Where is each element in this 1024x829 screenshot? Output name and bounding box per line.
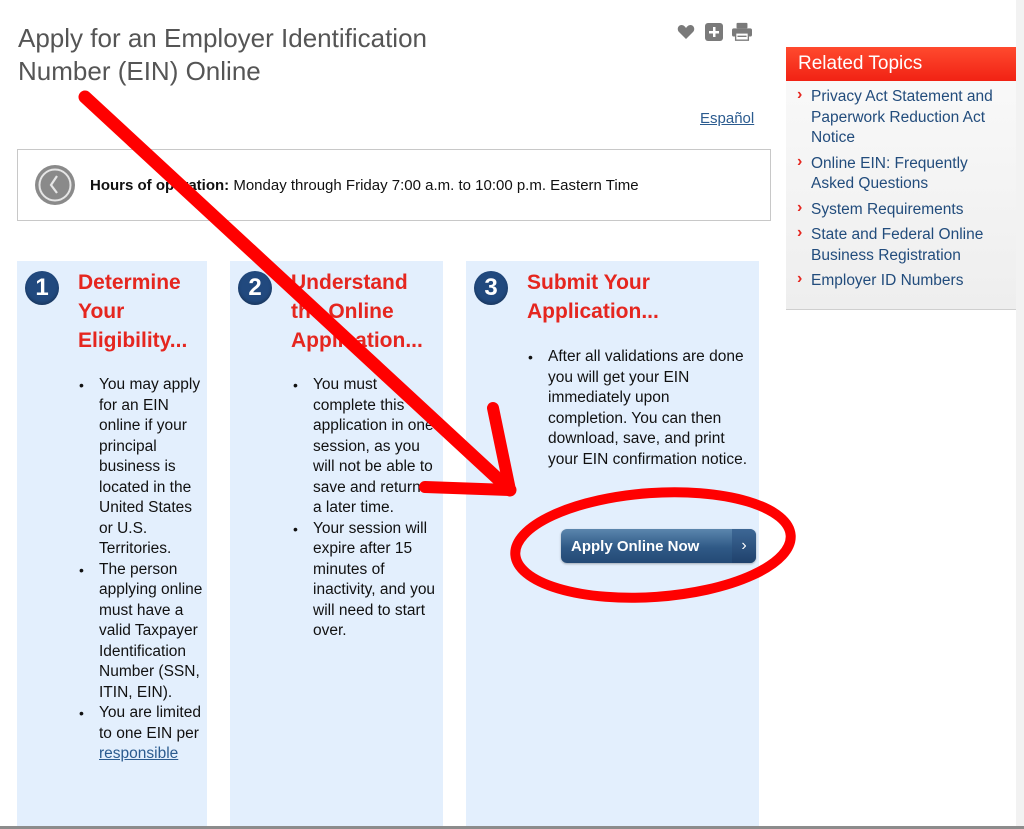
page-tools — [676, 22, 752, 42]
bullet-text: You are limited to one EIN per — [99, 704, 201, 742]
bullet-item: • After all validations are done you will get your EIN immediately upon completion. You can then download, save, and print your EIN confirmation notice. — [526, 347, 751, 470]
clock-icon — [34, 164, 76, 206]
apply-button-label: Apply Online Now — [571, 537, 700, 555]
step-bullets — [291, 375, 441, 642]
step-bullets — [526, 347, 751, 470]
related-topic-link[interactable]: › Privacy Act Statement and Paperwork Reduction Act Notice — [796, 87, 1008, 149]
related-topics-title: Related Topics — [786, 47, 1016, 81]
related-topic-link[interactable]: › System Requirements — [796, 200, 1008, 221]
step-title: Understand the Online Application... — [291, 271, 423, 352]
step-number-badge: 2 — [238, 271, 272, 305]
step-1-panel — [17, 261, 207, 827]
hours-label: Hours of operation: — [90, 176, 230, 194]
espanol-link[interactable]: Español — [700, 110, 755, 127]
heart-icon[interactable] — [676, 22, 696, 42]
step-number-badge: 3 — [474, 271, 508, 305]
related-topics-list — [786, 81, 1016, 292]
scrollbar-track[interactable] — [1016, 0, 1024, 829]
responsible-party-link[interactable]: responsible — [99, 745, 179, 762]
step-bullets — [77, 375, 205, 765]
step-title: Submit Your Application... — [527, 271, 659, 323]
bullet-item: • The person applying online must have a valid Taxpayer Identification Number (SSN, ITIN, EIN). — [77, 560, 205, 704]
related-topic-link[interactable]: › Online EIN: Frequently Asked Questions — [796, 154, 1008, 195]
plus-square-icon[interactable] — [704, 22, 724, 42]
bullet-item: • You may apply for an EIN online if your principal business is located in the United States or U.S. Territories. — [77, 375, 205, 560]
related-topic-link[interactable]: › State and Federal Online Business Registration — [796, 225, 1008, 266]
step-2-panel — [230, 261, 443, 827]
printer-icon[interactable] — [732, 22, 752, 42]
step-title: Determine Your Eligibility... — [78, 271, 188, 352]
bullet-item: • You must complete this application in one session, as you will not be able to save and return at a later time. — [291, 375, 441, 519]
hours-text — [90, 177, 639, 194]
hours-of-operation-box — [17, 149, 771, 221]
bullet-item — [77, 703, 205, 765]
bullet-item: • Your session will expire after 15 minutes of inactivity, and you will need to start over. — [291, 519, 441, 642]
page-title: Apply for an Employer Identification Number (EIN) Online — [18, 23, 427, 86]
chevron-right-icon: › — [732, 529, 756, 563]
step-3-panel — [466, 261, 759, 827]
related-topic-link[interactable]: › Employer ID Numbers — [796, 271, 1008, 292]
hours-value: Monday through Friday 7:00 a.m. to 10:00 p.m. Eastern Time — [229, 176, 639, 194]
apply-online-now-button[interactable] — [561, 529, 756, 563]
step-number-badge: 1 — [25, 271, 59, 305]
related-topics-sidebar — [786, 47, 1016, 310]
